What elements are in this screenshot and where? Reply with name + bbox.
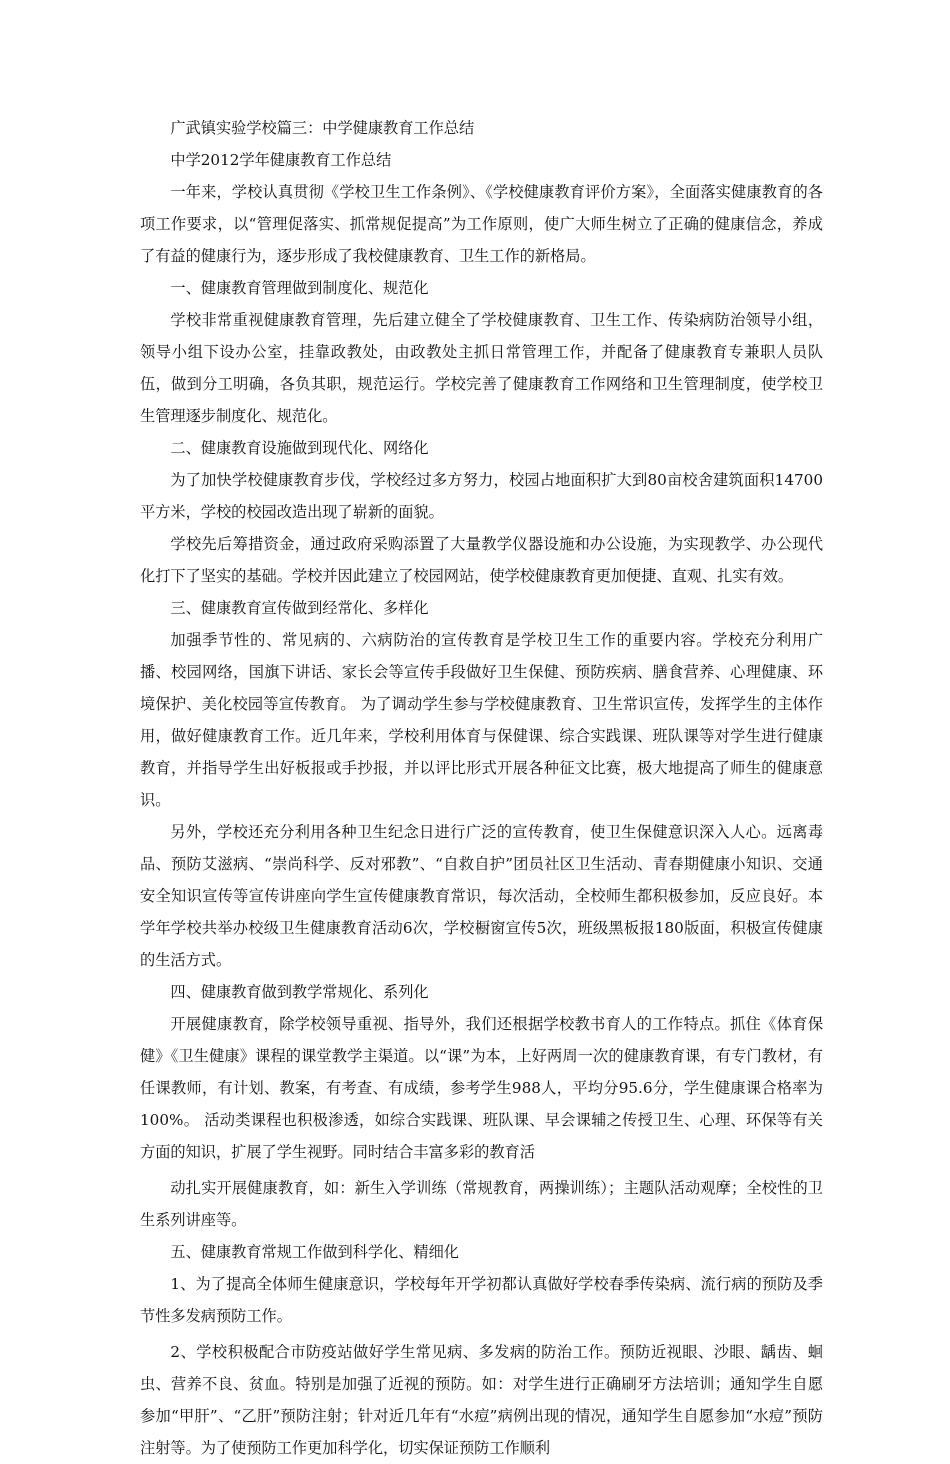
section-4-paragraph-1: 开展健康教育，除学校领导重视、指导外，我们还根据学校教书育人的工作特点。抓住《体育保健》《卫生健康》课程的课堂教学主渠道。以“课”为本，上好两周一次的健康教育课，有专门教材，有任课教师，有计划、教案，有考查、有成绩，参考学生988人，平均分95.6分，学生健康课合格率为100%。 活动类课程也积极渗透，如综合实践课、班队课、早会课辅之传授卫生、心理、环保等有关方面的知识，扩展了学生视野。同时结合丰富多彩的教育活 — [140, 1015, 823, 1161]
report-title: 中学2012学年健康教育工作总结 — [170, 151, 392, 169]
section-heading-3: 三、健康教育宣传做到经常化、多样化 — [170, 599, 429, 617]
section-5-item-1: 1、为了提高全体师生健康意识，学校每年开学初都认真做好学校春季传染病、流行病的预防及季节性多发病预防工作。 — [140, 1275, 823, 1325]
section-heading-4: 四、健康教育做到教学常规化、系列化 — [170, 983, 429, 1001]
section-2-paragraph-2: 学校先后筹措资金，通过政府采购添置了大量教学仪器设施和办公设施，为实现教学、办公现代化打下了坚实的基础。学校并因此建立了校园网站，使学校健康教育更加便捷、直观、扎实有效。 — [140, 535, 823, 585]
section-heading-5: 五、健康教育常规工作做到科学化、精细化 — [170, 1243, 459, 1261]
section-3-paragraph-1: 加强季节性的、常见病的、六病防治的宣传教育是学校卫生工作的重要内容。学校充分利用广播、校园网络，国旗下讲话、家长会等宣传手段做好卫生保健、预防疾病、膳食营养、心理健康、环境保护、美化校园等宣传教育。 为了调动学生参与学校健康教育、卫生常识宣传，发挥学生的主体作用，做好健康教育工作。近几年来，学校利用体育与保健课、综合实践课、班队课等对学生进行健康教育，并指导学生出好板报或手抄报，并以评比形式开展各种征文比赛，极大地提高了师生的健康意识。 — [140, 631, 823, 809]
document-page — [140, 112, 823, 1464]
article-title: 广武镇实验学校篇三：中学健康教育工作总结 — [170, 119, 475, 137]
section-5-item-2: 2、学校积极配合市防疫站做好学生常见病、多发病的防治工作。预防近视眼、沙眼、龋齿、蛔虫、营养不良、贫血。特别是加强了近视的预防。如：对学生进行正确刷牙方法培训；通知学生自愿参加“甲肝”、“乙肝”预防注射；针对近几年有“水痘”病例出现的情况，通知学生自愿参加“水痘”预防注射等。为了使预防工作更加科学化，切实保证预防工作顺利 — [140, 1343, 823, 1457]
section-heading-2: 二、健康教育设施做到现代化、网络化 — [170, 439, 429, 457]
section-3-paragraph-2: 另外，学校还充分利用各种卫生纪念日进行广泛的宣传教育，使卫生保健意识深入人心。远离毒品、预防艾滋病、“崇尚科学、反对邪教”、“自救自护”团员社区卫生活动、青春期健康小知识、交通安全知识宣传等宣传讲座向学生宣传健康教育常识，每次活动，全校师生都积极参加，反应良好。本学年学校共举办校级卫生健康教育活动6次，学校橱窗宣传5次，班级黑板报180版面，积极宣传健康的生活方式。 — [140, 823, 823, 969]
section-2-paragraph-1: 为了加快学校健康教育步伐，学校经过多方努力，校园占地面积扩大到80亩校舍建筑面积14700平方米，学校的校园改造出现了崭新的面貌。 — [140, 471, 823, 521]
section-1-paragraph: 学校非常重视健康教育管理，先后建立健全了学校健康教育、卫生工作、传染病防治领导小组，领导小组下设办公室，挂靠政教处，由政教处主抓日常管理工作，并配备了健康教育专兼职人员队伍，做到分工明确，各负其职，规范运行。学校完善了健康教育工作网络和卫生管理制度，使学校卫生管理逐步制度化、规范化。 — [140, 311, 823, 425]
intro-paragraph: 一年来，学校认真贯彻《学校卫生工作条例》、《学校健康教育评价方案》，全面落实健康教育的各项工作要求，以“管理促落实、抓常规促提高”为工作原则，使广大师生树立了正确的健康信念，养成了有益的健康行为，逐步形成了我校健康教育、卫生工作的新格局。 — [140, 183, 823, 265]
section-heading-1: 一、健康教育管理做到制度化、规范化 — [170, 279, 429, 297]
section-4-paragraph-2: 动扎实开展健康教育，如：新生入学训练（常规教育，两操训练）；主题队活动观摩；全校性的卫生系列讲座等。 — [140, 1179, 823, 1229]
